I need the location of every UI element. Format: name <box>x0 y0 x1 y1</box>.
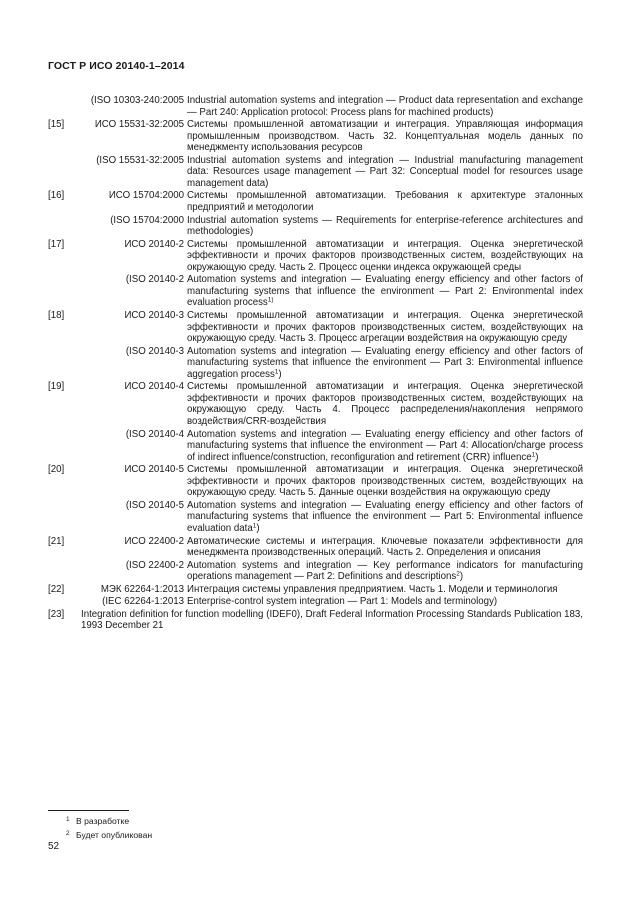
reference-title <box>187 500 583 535</box>
reference-entry <box>48 119 583 154</box>
reference-entry <box>48 215 583 238</box>
reference-entry <box>48 381 583 427</box>
reference-code: МЭК 62264-1:2013 <box>100 583 184 595</box>
reference-title-text: Интеграция системы управления предприятием. Часть 1. Модели и терминология <box>187 583 558 595</box>
reference-title-text: Системы промышленной автоматизации. Требования к архитектуре эталонных предприятий и методологии <box>187 190 583 214</box>
footnote-mark: 2 <box>66 829 70 837</box>
reference-title <box>187 215 583 238</box>
reference-code: (ISO 20140-3 <box>125 345 184 357</box>
reference-title-text: Automation systems and integration — Evaluating energy efficiency and other factors of manufacturing systems that influence the environment — Part 3: Environmental influence aggregation process <box>187 345 583 380</box>
reference-code: (ISO 20140-4 <box>125 428 184 440</box>
footnote-text: Будет опубликован <box>76 829 153 840</box>
reference-code: (ISO 20140-2 <box>125 274 184 286</box>
reference-title-tail: ) <box>459 571 464 583</box>
document-header: ГОСТ Р ИСО 20140-1–2014 <box>48 60 185 72</box>
reference-entry <box>48 155 583 190</box>
reference-title-text: Системы промышленной автоматизации и интеграция. Оценка энергетической эффективности и прочих факторов производственных систем, воздействующих на окружающую среду. Часть 4. Процесс распределения/накопления непрямого воздействия/CRR-воздействия <box>187 381 583 428</box>
reference-title-text: Системы промышленной автоматизации и интеграция. Оценка энергетической эффективности и прочих факторов производственных систем, воздействующих на окружающую среду. Часть 2. Процесс оценки индекса окружающей среды <box>187 238 583 273</box>
reference-entry <box>48 560 583 583</box>
footnote-marker: 1) <box>267 296 274 304</box>
reference-entry <box>48 310 583 345</box>
reference-number: [18] <box>48 309 65 321</box>
reference-title <box>78 609 583 632</box>
reference-entry <box>48 95 583 118</box>
reference-number: [23] <box>48 608 65 620</box>
reference-title-text: Enterprise-control system integration — Part 1: Models and terminology) <box>187 596 498 608</box>
reference-title <box>187 346 583 381</box>
reference-entry <box>48 500 583 535</box>
footnote-item <box>66 814 152 828</box>
footnote-separator <box>48 810 129 811</box>
reference-title-text: Integration definition for function modelling (IDEF0), Draft Federal Information Processing Standards Publication 183, 1993 December 21 <box>81 608 583 632</box>
reference-entry <box>48 536 583 559</box>
reference-code: ИСО 20140-5 <box>124 464 184 476</box>
reference-title <box>187 464 583 499</box>
reference-number: [20] <box>48 464 65 476</box>
reference-title-tail: ) <box>278 368 282 380</box>
reference-title <box>187 381 583 427</box>
reference-title <box>187 190 583 213</box>
footnote-marker: 1 <box>274 368 279 376</box>
reference-code: (ISO 22400-2 <box>125 559 184 571</box>
reference-code: ИСО 15704:2000 <box>108 190 184 202</box>
reference-entry <box>48 239 583 274</box>
footnotes <box>66 814 153 841</box>
reference-number: [16] <box>48 190 65 202</box>
reference-title <box>187 95 583 118</box>
reference-entry <box>48 346 583 381</box>
reference-title <box>187 536 583 559</box>
reference-entry <box>48 584 583 596</box>
reference-code: ИСО 20140-3 <box>124 309 184 321</box>
reference-title <box>187 155 583 190</box>
reference-entry <box>48 596 583 608</box>
reference-entry <box>48 274 583 309</box>
reference-entry <box>48 429 583 464</box>
reference-code: ИСО 22400-2 <box>124 535 184 547</box>
reference-number: [15] <box>48 119 65 131</box>
reference-title-text: Системы промышленной автоматизации и интеграция. Оценка энергетической эффективности и прочих факторов производственных систем, воздействующих на окружающую среду. Часть 3. Процесс агрегации воздействия на окружающую среду <box>187 309 583 345</box>
reference-number: [19] <box>48 381 65 393</box>
reference-title-text: Automation systems and integration — Evaluating energy efficiency and other factors of manufacturing systems that influence the environment — Part 2: Environmental index evaluation process <box>187 274 583 309</box>
footnote-mark: 1 <box>66 816 70 823</box>
reference-number: [21] <box>48 535 65 547</box>
reference-title-text: Системы промышленной автоматизации и интеграция. Оценка энергетической эффективности и прочих факторов производственных систем, воздействующих на окружающую среду. Часть 5. Данные оценки воздействия на окружающую среду <box>187 464 583 499</box>
reference-title-text: Automation systems and integration — Key performance indicators for manufacturing operations management — Part 2: Definitions and descriptions <box>187 559 583 583</box>
reference-code: ИСО 15531-32:2005 <box>94 119 184 131</box>
footnote-item <box>66 828 153 842</box>
reference-title <box>187 429 583 464</box>
footnote-text: В разработке <box>76 816 130 826</box>
reference-title <box>187 560 583 583</box>
reference-entry <box>48 190 583 213</box>
reference-entry <box>48 609 583 632</box>
reference-title <box>187 310 583 345</box>
reference-entry <box>48 464 583 499</box>
footnote-marker: 1 <box>252 522 257 530</box>
reference-code: (ISO 15704:2000 <box>110 214 184 226</box>
reference-title <box>187 596 583 608</box>
reference-title-text: Автоматические системы и интеграция. Ключевые показатели эффективности для менеджмента производственных операций. Часть 2. Определения и описания <box>187 535 583 559</box>
reference-title-text: Automation systems and integration — Evaluating energy efficiency and other factors of manufacturing systems that influence the environment — Part 4: Allocation/charge process of indirect influence/construction, reconfiguration and retirement (CRR) influence <box>187 428 583 463</box>
reference-title-text: Industrial automation systems and integration — Product data representation and exchange — Part 240: Application protocol: Process plans for machined products) <box>187 95 583 118</box>
reference-title <box>187 239 583 274</box>
reference-title-text: Системы промышленной автоматизации и интеграция. Управляющая информация промышленным производством. Часть 32. Концептуальная модель данных по менеджменту использования ресурсов <box>187 119 583 154</box>
reference-title-tail: ) <box>535 451 539 463</box>
reference-code: (IEC 62264-1:2013 <box>102 596 184 608</box>
reference-code: (ISO 20140-5 <box>125 499 184 511</box>
page-number: 52 <box>48 841 60 852</box>
reference-title <box>187 274 583 309</box>
footnote-marker: 2 <box>456 570 460 578</box>
reference-code: (ISO 10303-240:2005 <box>90 95 184 106</box>
reference-number: [22] <box>48 583 65 595</box>
reference-title <box>187 119 583 154</box>
reference-code: (ISO 15531-32:2005 <box>96 154 184 166</box>
reference-code: ИСО 20140-2 <box>124 238 184 250</box>
reference-title-text: Industrial automation systems and integration — Industrial manufacturing management data: Resources usage management — Part 32: Conceptual model for resources usage management data) <box>187 154 583 189</box>
footnote-marker: 1 <box>531 451 536 459</box>
reference-title <box>187 584 583 596</box>
reference-code: ИСО 20140-4 <box>124 381 184 393</box>
bibliography-list <box>48 95 583 633</box>
reference-title-text: Industrial automation systems — Requirements for enterprise-reference architectures and methodologies) <box>187 214 583 238</box>
reference-title-text: Automation systems and integration — Evaluating energy efficiency and other factors of manufacturing systems that influence the environment — Part 5: Environmental influence evaluation data <box>187 499 583 535</box>
reference-number: [17] <box>48 238 65 250</box>
reference-title-tail: ) <box>256 523 260 535</box>
